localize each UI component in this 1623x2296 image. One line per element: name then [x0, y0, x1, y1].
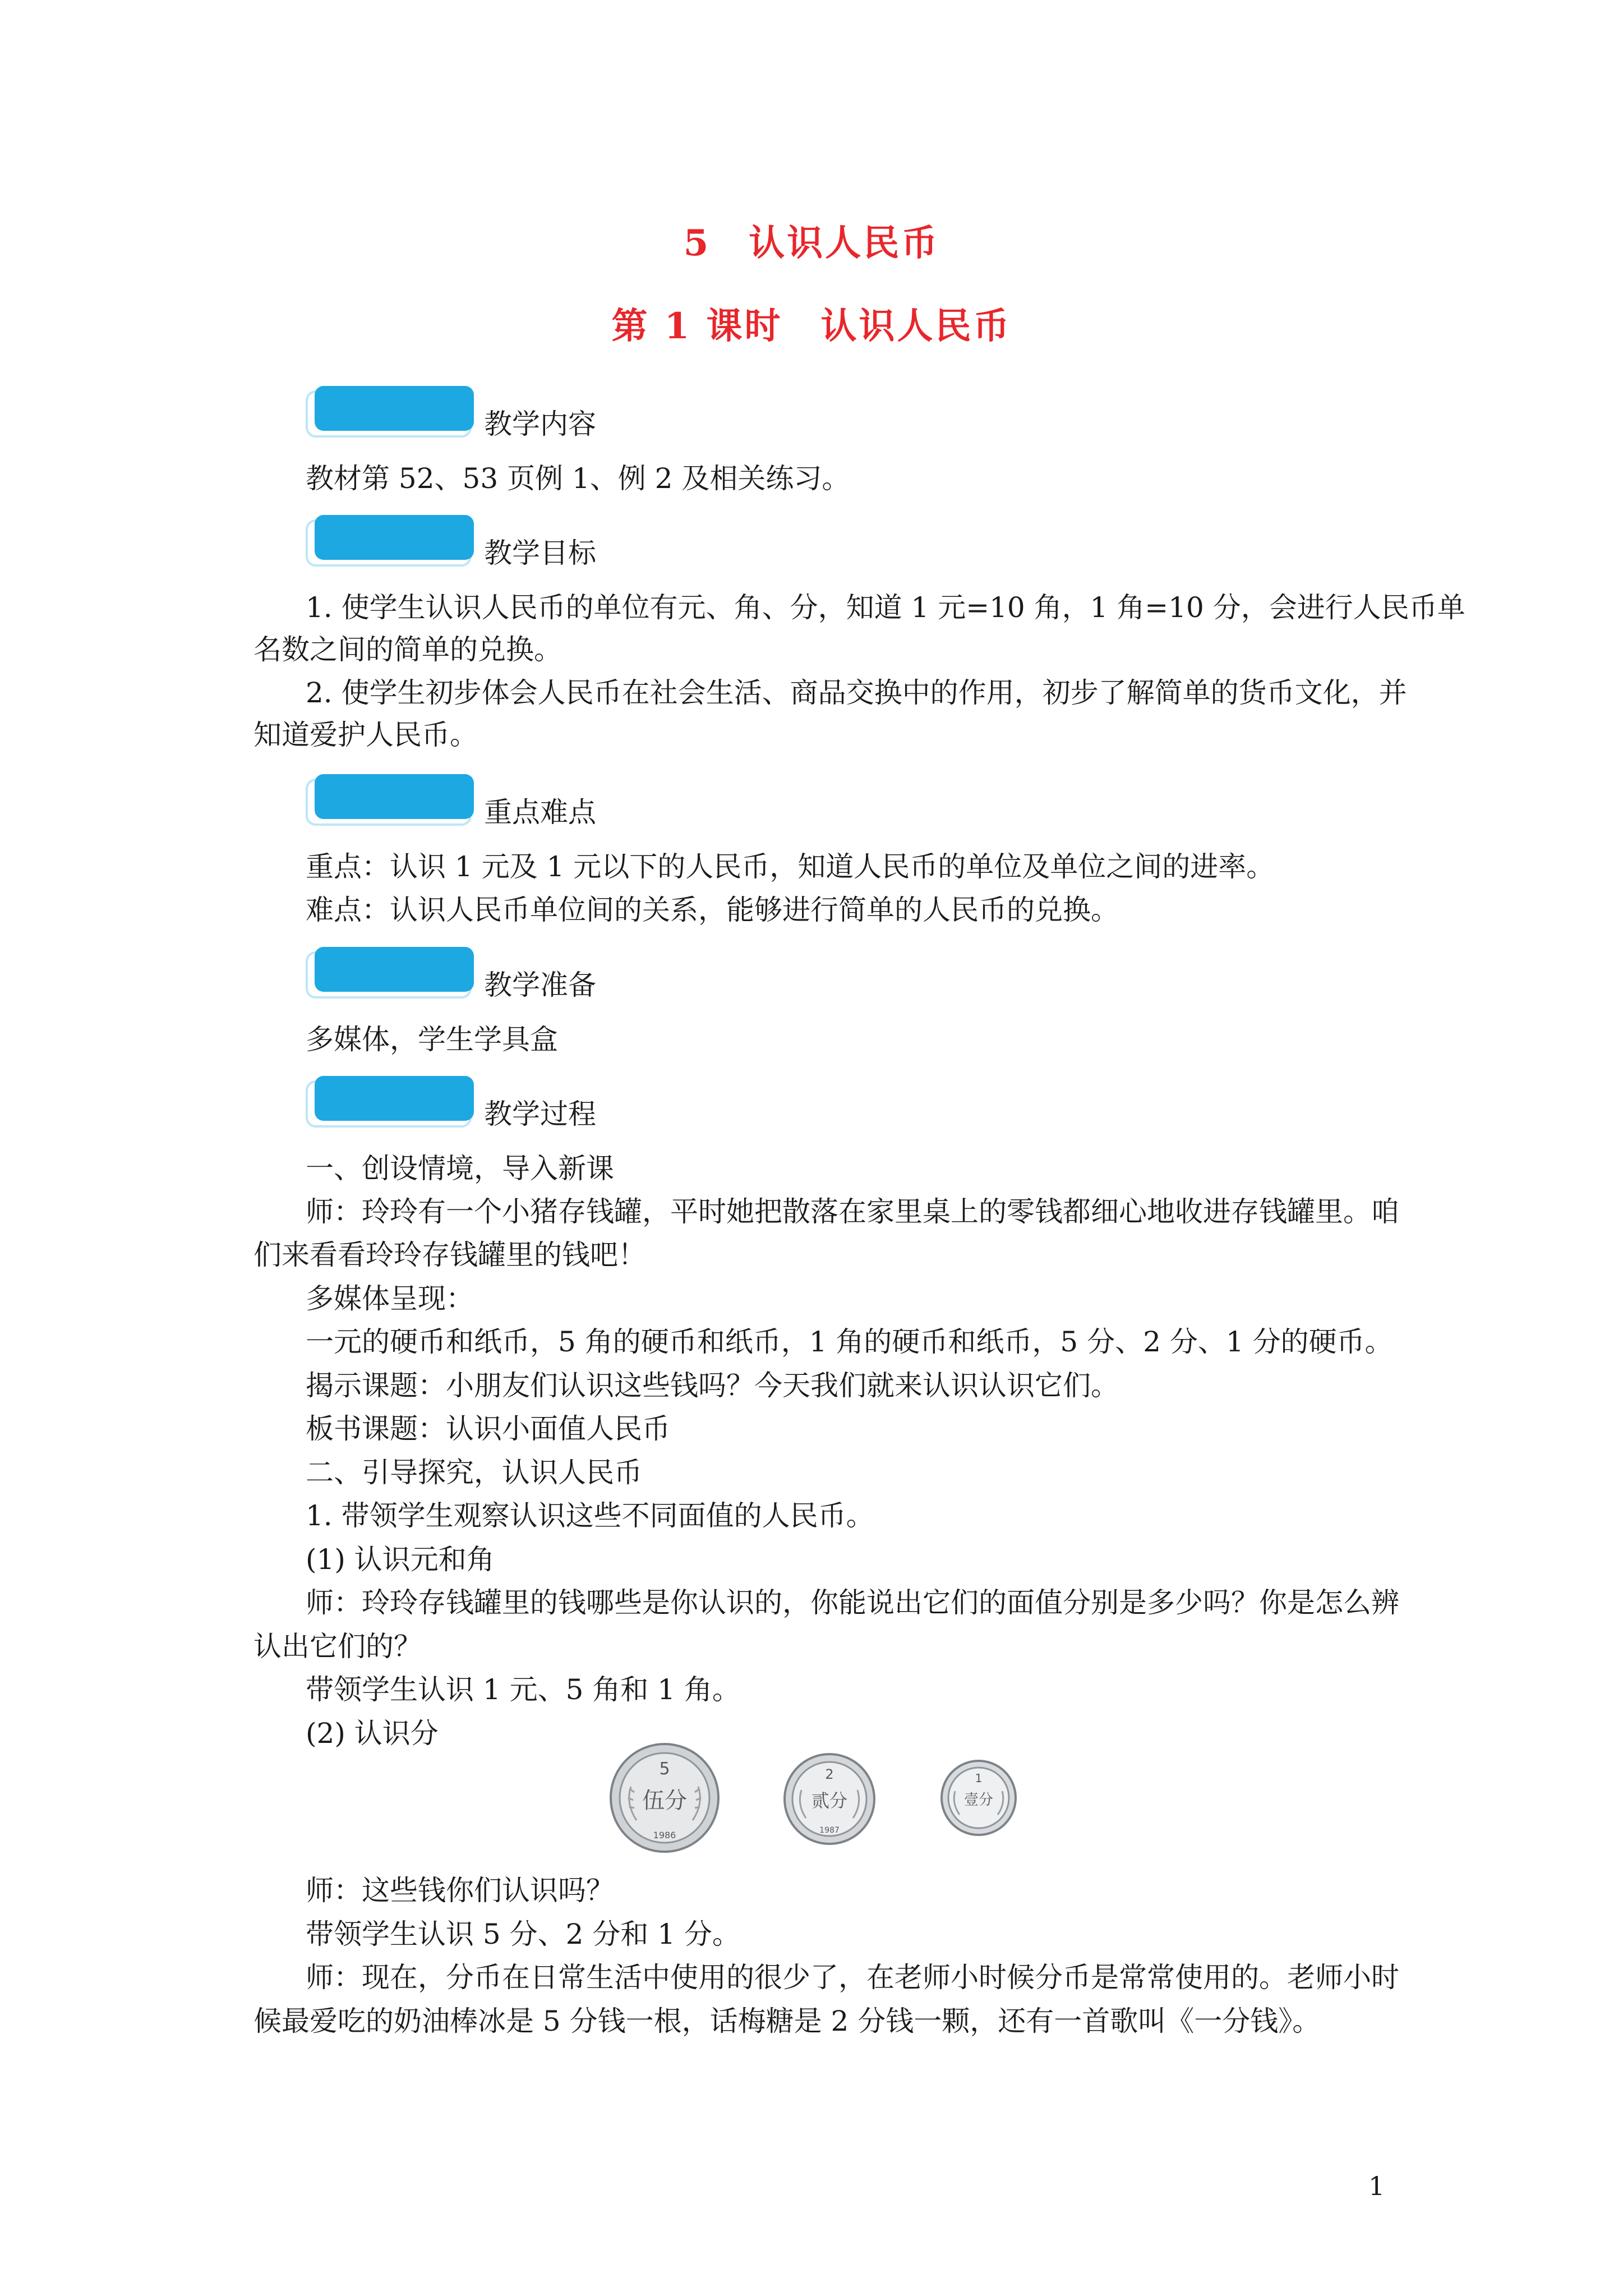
- text-line: 们来看看玲玲存钱罐里的钱吧！: [253, 1239, 646, 1271]
- section-badge: [306, 774, 474, 826]
- text-line: 师：玲玲有一个小猪存钱罐，平时她把散落在家里桌上的零钱都细心地收进存钱罐里。咱: [306, 1195, 1399, 1228]
- coin-numeral: 1: [975, 1772, 983, 1785]
- text-line: 1. 带领学生观察认识这些不同面值的人民币。: [306, 1499, 874, 1532]
- text-line: 师：玲玲存钱罐里的钱哪些是你认识的，你能说出它们的面值分别是多少吗？你是怎么辨: [306, 1586, 1399, 1619]
- section-badge: [306, 1076, 474, 1128]
- text-line: 二、引导探究，认识人民币: [306, 1456, 642, 1489]
- section-label: 教学准备: [484, 969, 596, 1001]
- coins-illustration: [608, 1742, 1023, 1860]
- coin-numeral: 5: [659, 1759, 670, 1779]
- section-badge: [306, 947, 474, 999]
- section-label: 教学目标: [484, 537, 596, 569]
- text-line: 多媒体呈现：: [306, 1282, 474, 1315]
- text-line: 师：这些钱你们认识吗？: [306, 1874, 614, 1907]
- section-badge: [306, 386, 474, 438]
- text-line: 难点：认识人民币单位间的关系，能够进行简单的人民币的兑换。: [306, 894, 1119, 926]
- five-fen-coin-icon: [608, 1742, 721, 1854]
- coin-text: 伍分: [642, 1788, 687, 1814]
- text-line: 候最爱吃的奶油棒冰是 5 分钱一根，话梅糖是 2 分钱一颗，还有一首歌叫《一分钱》。: [253, 2005, 1321, 2037]
- text-line: 1. 使学生认识人民币的单位有元、角、分，知道 1 元=10 角，1 角=10 分，会进行人民币单: [306, 591, 1465, 624]
- section-label: 教学过程: [484, 1098, 596, 1130]
- text-line: 一元的硬币和纸币，5 角的硬币和纸币，1 角的硬币和纸币，5 分、2 分、1 分的硬币。: [306, 1326, 1393, 1358]
- text-line: 多媒体，学生学具盒: [306, 1023, 558, 1056]
- text-line: 2. 使学生初步体会人民币在社会生活、商品交换中的作用，初步了解简单的货币文化，并: [306, 677, 1407, 709]
- coin-text: 壹分: [963, 1792, 994, 1809]
- one-fen-coin-icon: [939, 1759, 1018, 1837]
- text-line: 名数之间的简单的兑换。: [253, 633, 562, 666]
- section-badge: [306, 515, 474, 567]
- chapter-title: 5 认识人民币: [683, 222, 940, 264]
- page-number: 1: [1368, 2171, 1385, 2201]
- text-line: 认出它们的？: [253, 1630, 422, 1663]
- text-line: 知道爱护人民币。: [253, 719, 478, 751]
- two-fen-coin-icon: [782, 1752, 877, 1846]
- text-line: 揭示课题：小朋友们认识这些钱吗？今天我们就来认识认识它们。: [306, 1369, 1119, 1402]
- section-label: 教学内容: [484, 408, 596, 440]
- text-line: 教材第 52、53 页例 1、例 2 及相关练习。: [306, 462, 850, 495]
- coin-year: 1987: [819, 1826, 840, 1835]
- text-line: (2) 认识分: [306, 1717, 439, 1750]
- coin-numeral: 2: [825, 1766, 834, 1782]
- text-line: 带领学生认识 1 元、5 角和 1 角。: [306, 1673, 740, 1706]
- coin-year: 1986: [653, 1830, 676, 1841]
- text-line: 一、创设情境，导入新课: [306, 1152, 614, 1185]
- text-line: 师：现在，分币在日常生活中使用的很少了，在老师小时候分币是常常使用的。老师小时: [306, 1961, 1399, 1994]
- text-line: (1) 认识元和角: [306, 1543, 495, 1576]
- text-line: 带领学生认识 5 分、2 分和 1 分。: [306, 1918, 740, 1950]
- lesson-title: 第 1 课时 认识人民币: [611, 305, 1012, 347]
- text-line: 板书课题：认识小面值人民币: [306, 1412, 670, 1445]
- text-line: 重点：认识 1 元及 1 元以下的人民币，知道人民币的单位及单位之间的进率。: [306, 850, 1275, 883]
- section-label: 重点难点: [484, 796, 596, 829]
- coin-text: 贰分: [811, 1790, 848, 1811]
